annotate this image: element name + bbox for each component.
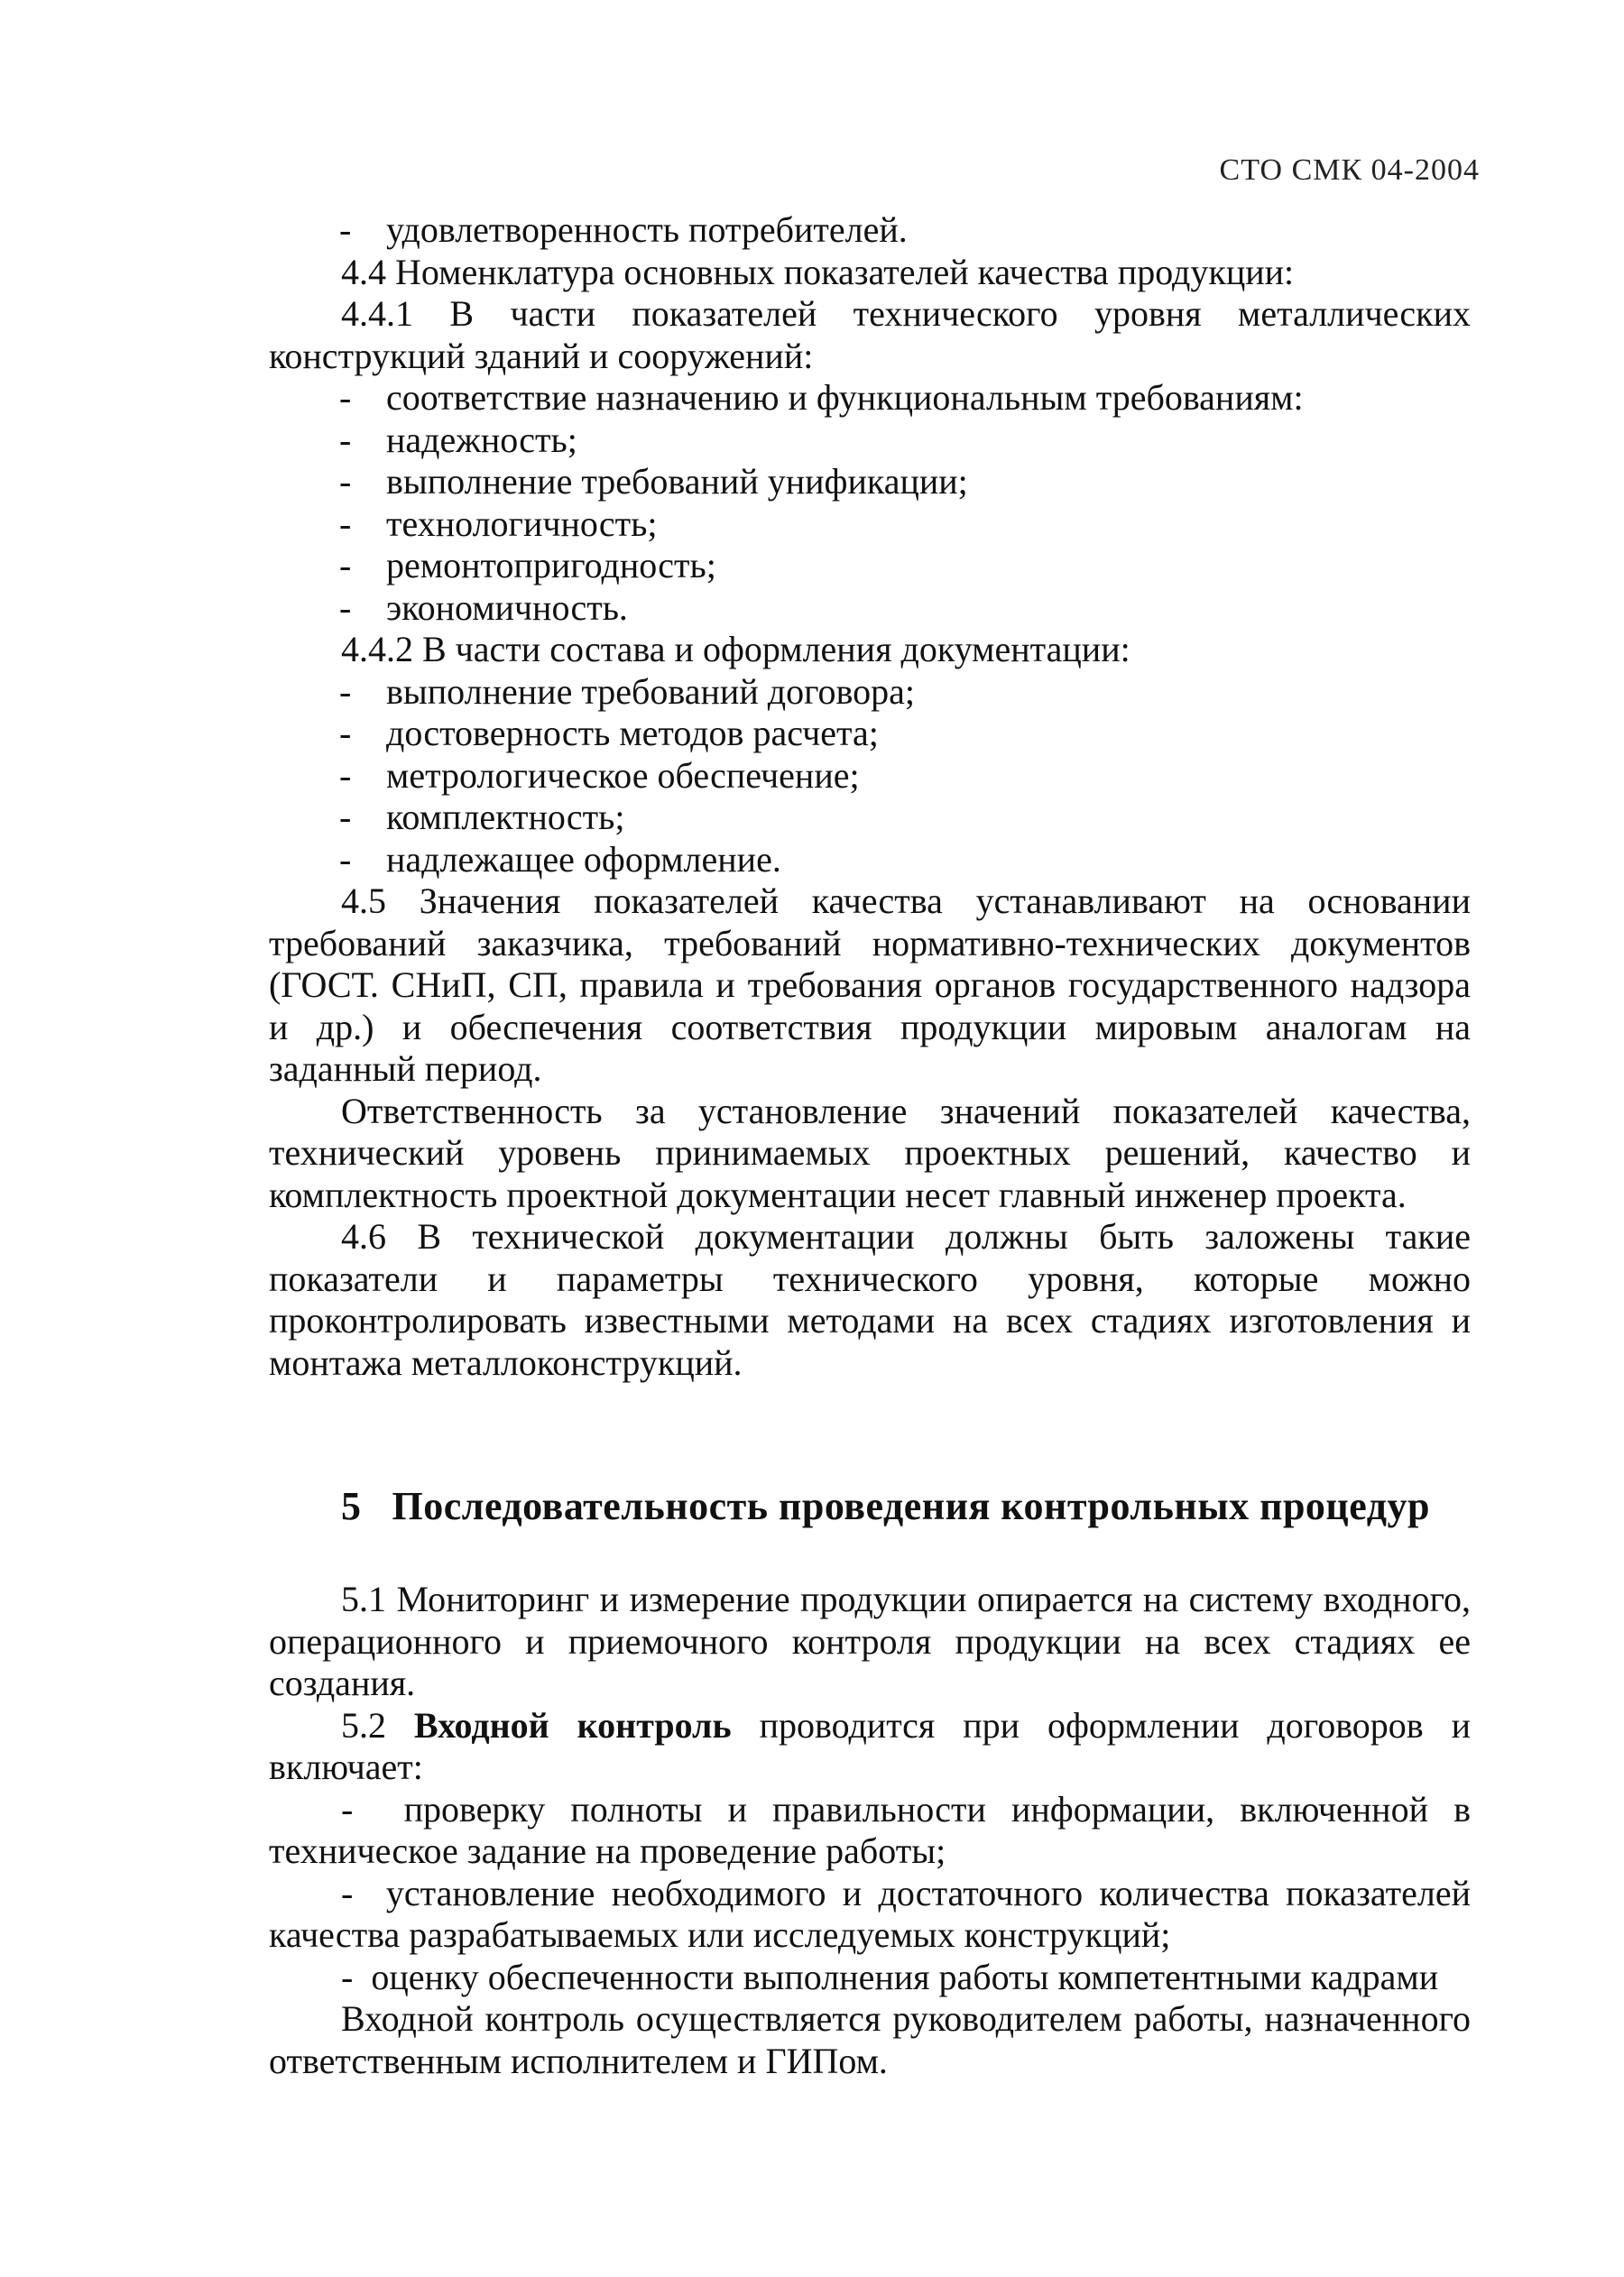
list-item: - проверку полноты и правильности информации, включенной в техническое задание на проведение работы; xyxy=(269,1788,1471,1871)
section-title: Последовательность проведения контрольных процедур xyxy=(392,1484,1430,1528)
list-item: - технологичность; xyxy=(339,502,658,544)
document-code: СТО СМК 04-2004 xyxy=(1219,153,1480,187)
list-item: - оценку обеспеченности выполнения работы компетентными кадрами xyxy=(341,1956,1439,1997)
list-item: - установление необходимого и достаточного количества показателей качества разрабатываемых или исследуемых конструкций; xyxy=(269,1872,1471,1955)
list-item: - удовлетворенность потребителей. xyxy=(339,209,908,250)
paragraph-5-2: 5.2 Входной контроль проводится при оформлении договоров и включает: xyxy=(269,1704,1472,1787)
list-item: - соответствие назначению и функциональным требованиям: xyxy=(339,377,1304,418)
document-body xyxy=(269,209,1471,2082)
list-item: - надлежащее оформление. xyxy=(339,838,781,880)
list-item: - экономичность. xyxy=(339,586,628,628)
list-item: - комплектность; xyxy=(339,797,625,837)
paragraph-4-4: 4.4 Номенклатура основных показателей качества продукции: xyxy=(341,251,1295,292)
input-control-term: Входной контроль xyxy=(413,1704,732,1746)
list-item: - достоверность методов расчета; xyxy=(339,713,879,753)
list-item: - надежность; xyxy=(339,419,577,460)
paragraph-4-4-2: 4.4.2 В части состава и оформления документации: xyxy=(341,629,1130,669)
section-number: 5 xyxy=(341,1484,362,1528)
list-item: - ремонтопригодность; xyxy=(339,545,716,585)
paragraph-5-1: 5.1 Мониторинг и измерение продукции опирается на систему входного, операционного и приемочного контроля продукции на всех стадиях ее создания. xyxy=(269,1579,1471,1703)
list-item: - метрологическое обеспечение; xyxy=(339,754,860,796)
list-item: - выполнение требований договора; xyxy=(339,670,915,712)
paragraph-responsibility: Ответственность за установление значений показателей качества, технический уровень принимаемых проектных решений, качество и комплектность проектной документации несет главный инженер проекта. xyxy=(269,1090,1471,1215)
list-item: - выполнение требований унификации; xyxy=(339,461,968,502)
paragraph-4-5: 4.5 Значения показателей качества устанавливают на основании требований заказчика, требований нормативно-технических документов (ГОСТ. СНиП, СП, правила и требования органов государственного надзора и др.) и обеспечения соответствия продукции мировым аналогам на заданный период. xyxy=(269,880,1471,1089)
section-5-heading xyxy=(341,1483,1471,1530)
paragraph-input-control-responsible: Входной контроль осуществляется руководителем работы, назначенного ответственным исполнителем и ГИПом. xyxy=(269,1998,1471,2081)
paragraph-4-4-1: 4.4.1 В части показателей технического уровня металлических конструкций зданий и сооружений: xyxy=(269,293,1471,376)
paragraph-4-6: 4.6 В технической документации должны быть заложены такие показатели и параметры технического уровня, которые можно проконтролировать известными методами на всех стадиях изготовления и монтажа металлоконструкций. xyxy=(269,1216,1471,1383)
